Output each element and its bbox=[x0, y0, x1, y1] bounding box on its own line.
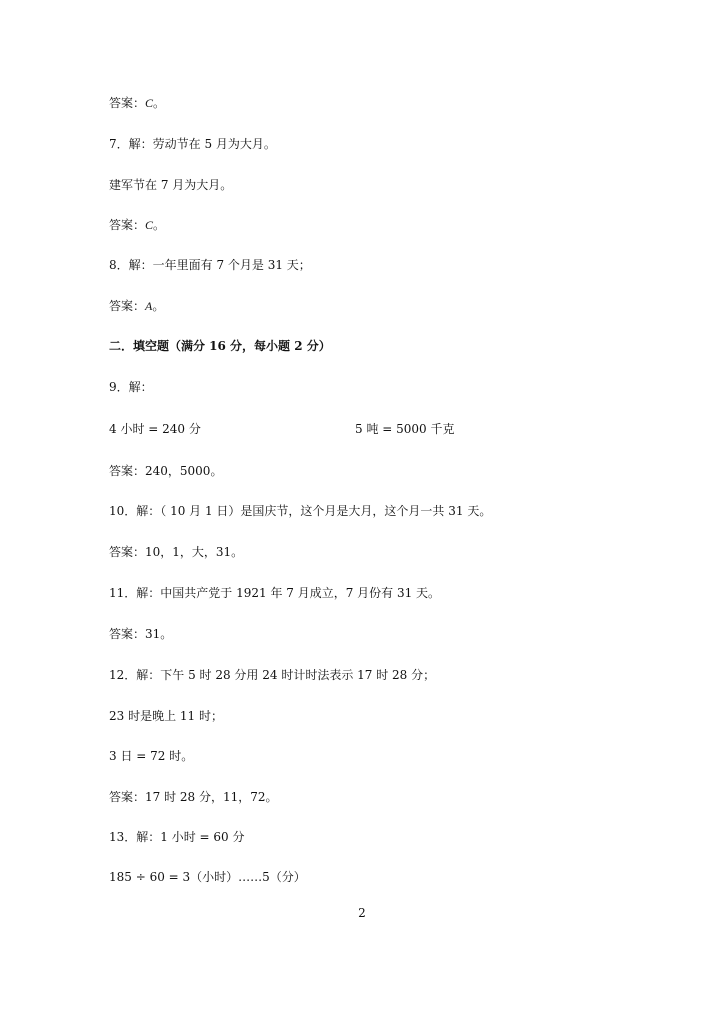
answer-choice: C bbox=[145, 96, 154, 110]
answer-line bbox=[109, 298, 164, 314]
answer-suffix: 。 bbox=[153, 96, 166, 110]
solution-line: 13．解：1 小时 = 60 分 bbox=[109, 830, 245, 844]
page-number: 2 bbox=[358, 906, 366, 920]
answer-line bbox=[109, 217, 165, 233]
equation-line-col2: 5 吨 = 5000 千克 bbox=[355, 422, 455, 436]
solution-line: 11．解：中国共产党于 1921 年 7 月成立，7 月份有 31 天。 bbox=[109, 586, 441, 600]
solution-line: 23 时是晚上 11 时； bbox=[109, 709, 223, 723]
answer-prefix: 答案： bbox=[109, 96, 146, 110]
equation-line: 4 小时 = 240 分 bbox=[109, 422, 201, 436]
solution-line: 8．解：一年里面有 7 个月是 31 天； bbox=[109, 258, 311, 272]
answer-prefix: 答案： bbox=[109, 299, 146, 313]
solution-line: 3 日 = 72 时。 bbox=[109, 749, 194, 763]
answer-line: 答案：31。 bbox=[109, 627, 173, 641]
answer-suffix: 。 bbox=[153, 218, 166, 232]
answer-line: 答案：10，1，大，31。 bbox=[109, 545, 244, 559]
solution-line: 建军节在 7 月为大月。 bbox=[109, 178, 233, 192]
equation-line: 185 ÷ 60 = 3（小时）……5（分） bbox=[109, 870, 306, 884]
solution-line: 10．解：（ 10 月 1 日）是国庆节，这个月是大月，这个月一共 31 天。 bbox=[109, 504, 492, 518]
answer-line bbox=[109, 95, 165, 111]
answer-choice: C bbox=[145, 218, 154, 232]
answer-choice: A bbox=[145, 299, 153, 313]
answer-suffix: 。 bbox=[152, 299, 165, 313]
solution-line: 7．解：劳动节在 5 月为大月。 bbox=[109, 137, 276, 151]
solution-line: 12．解：下午 5 时 28 分用 24 时计时法表示 17 时 28 分； bbox=[109, 668, 436, 682]
answer-prefix: 答案： bbox=[109, 218, 146, 232]
solution-line: 9．解： bbox=[109, 380, 153, 394]
section-heading: 二．填空题（满分 16 分，每小题 2 分） bbox=[109, 339, 331, 353]
answer-line: 答案：240，5000。 bbox=[109, 464, 223, 478]
answer-line: 答案：17 时 28 分，11，72。 bbox=[109, 790, 278, 804]
